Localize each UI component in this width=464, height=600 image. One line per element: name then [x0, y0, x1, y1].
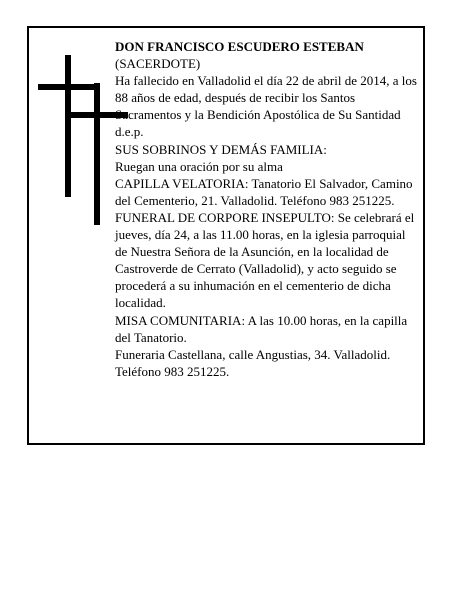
- chapel-paragraph: [115, 175, 420, 209]
- deceased-role: (SACERDOTE): [115, 56, 201, 72]
- funeral-text: Se celebrará el jueves, día 24, a las 11.00 horas, en la iglesia parroquial de Nuestra Señora de la Asunción, en la localidad de Castroverde de Cerrato (Valladolid), y acto seguido se procederá a su inhumación en el cementerio de dicha localidad.: [115, 209, 415, 311]
- death-announcement: Ha fallecido en Valladolid el día 22 de abril de 2014, a los 88 años de edad, después de recibir los Santos Sacramentos y la Bendición Apostólica de Su Santidad d.e.p.: [115, 73, 417, 140]
- obituary-text: [115, 38, 420, 380]
- cross-vertical-bar: [94, 83, 100, 225]
- deceased-name: DON FRANCISCO ESCUDERO ESTEBAN: [115, 39, 364, 54]
- mass-label: MISA COMUNITARIA:: [115, 312, 246, 328]
- chapel-label: CAPILLA VELATORIA:: [115, 175, 249, 191]
- funeral-paragraph: [115, 209, 420, 312]
- family-request: Ruegan una oración por su alma: [115, 158, 283, 174]
- cross-horizontal-bar: [38, 84, 99, 90]
- mass-text: A las 10.00 horas, en la capilla del Tanatorio.: [115, 312, 408, 345]
- chapel-text: Tanatorio El Salvador, Camino del Cementerio, 21. Valladolid. Teléfono 983 251225.: [115, 175, 413, 208]
- cross-vertical-bar: [65, 55, 71, 197]
- funeral-home: Funeraria Castellana, calle Angustias, 34. Valladolid. Teléfono 983 251225.: [115, 346, 391, 379]
- mass-paragraph: [115, 312, 420, 346]
- family-heading: SUS SOBRINOS Y DEMÁS FAMILIA:: [115, 141, 327, 157]
- funeral-label: FUNERAL DE CORPORE INSEPULTO:: [115, 209, 335, 225]
